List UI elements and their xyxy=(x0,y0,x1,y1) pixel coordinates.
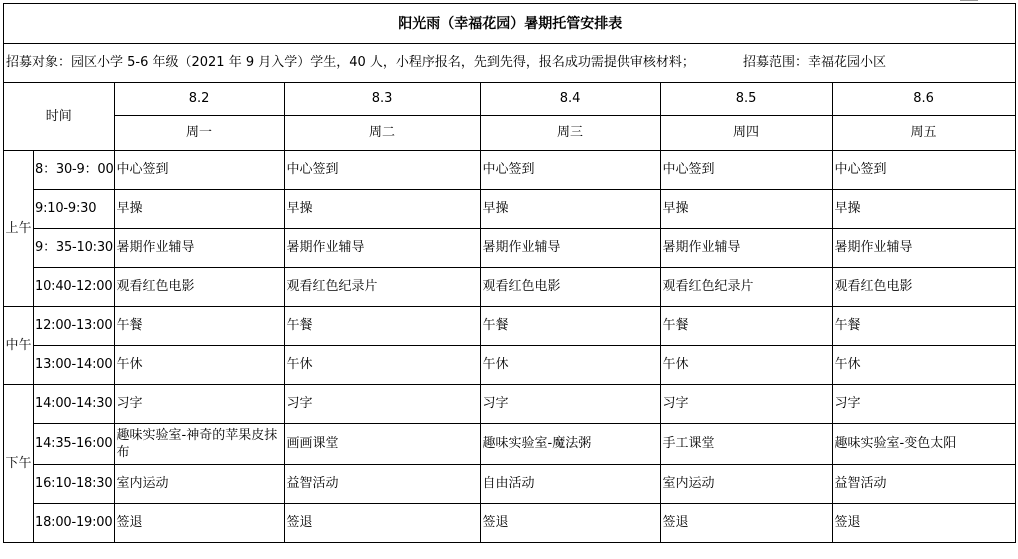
activity-cell: 观看红色电影 xyxy=(480,268,660,307)
activity-cell: 趣味实验室-魔法粥 xyxy=(480,424,660,465)
activity-cell: 习字 xyxy=(832,385,1015,424)
recruit-info xyxy=(4,44,1016,83)
activity-cell: 签退 xyxy=(832,504,1015,543)
time-cell: 8：30-9：00 xyxy=(34,151,115,190)
date-header: 8.6 xyxy=(832,83,1015,116)
table-row xyxy=(4,424,1016,465)
time-cell: 14:00-14:30 xyxy=(34,385,115,424)
date-header: 8.2 xyxy=(114,83,284,116)
time-cell: 9：35-10:30 xyxy=(34,229,115,268)
recruit-row xyxy=(4,44,1016,83)
time-cell: 12:00-13:00 xyxy=(34,307,115,346)
activity-cell: 趣味实验室-变色太阳 xyxy=(832,424,1015,465)
activity-cell: 签退 xyxy=(114,504,284,543)
table-row xyxy=(4,229,1016,268)
activity-cell: 观看红色电影 xyxy=(114,268,284,307)
activity-cell: 签退 xyxy=(480,504,660,543)
activity-cell: 签退 xyxy=(284,504,480,543)
activity-cell: 午休 xyxy=(114,346,284,385)
period-morning: 上午 xyxy=(4,151,34,307)
activity-cell: 益智活动 xyxy=(832,465,1015,504)
date-header-row xyxy=(4,83,1016,116)
activity-cell: 早操 xyxy=(284,190,480,229)
table-row xyxy=(4,307,1016,346)
activity-cell: 早操 xyxy=(114,190,284,229)
table-row xyxy=(4,465,1016,504)
activity-cell: 观看红色纪录片 xyxy=(284,268,480,307)
activity-cell: 午休 xyxy=(480,346,660,385)
activity-cell: 暑期作业辅导 xyxy=(284,229,480,268)
weekday-header-row xyxy=(4,116,1016,151)
activity-cell: 早操 xyxy=(480,190,660,229)
recruit-scope: 招募范围：幸福花园小区 xyxy=(742,55,886,70)
activity-cell: 观看红色电影 xyxy=(832,268,1015,307)
activity-cell: 中心签到 xyxy=(284,151,480,190)
activity-cell: 午休 xyxy=(660,346,832,385)
activity-cell: 中心签到 xyxy=(480,151,660,190)
activity-cell: 观看红色纪录片 xyxy=(660,268,832,307)
time-cell: 16:10-18:30 xyxy=(34,465,115,504)
activity-cell: 早操 xyxy=(660,190,832,229)
date-header: 8.4 xyxy=(480,83,660,116)
activity-cell: 早操 xyxy=(832,190,1015,229)
schedule-sheet xyxy=(3,3,1016,543)
weekday-header: 周三 xyxy=(480,116,660,151)
date-header: 8.5 xyxy=(660,83,832,116)
activity-cell: 午休 xyxy=(284,346,480,385)
date-header: 8.3 xyxy=(284,83,480,116)
activity-cell: 习字 xyxy=(114,385,284,424)
activity-cell: 习字 xyxy=(660,385,832,424)
time-cell: 9:10-9:30 xyxy=(34,190,115,229)
activity-cell: 午餐 xyxy=(114,307,284,346)
table-row xyxy=(4,346,1016,385)
activity-cell: 午休 xyxy=(832,346,1015,385)
activity-cell: 自由活动 xyxy=(480,465,660,504)
time-cell: 18:00-19:00 xyxy=(34,504,115,543)
activity-cell: 习字 xyxy=(284,385,480,424)
activity-cell: 签退 xyxy=(660,504,832,543)
schedule-table xyxy=(3,3,1016,543)
activity-cell: 午餐 xyxy=(832,307,1015,346)
activity-cell: 中心签到 xyxy=(832,151,1015,190)
activity-cell: 暑期作业辅导 xyxy=(832,229,1015,268)
activity-cell: 手工课堂 xyxy=(660,424,832,465)
weekday-header: 周一 xyxy=(114,116,284,151)
table-row xyxy=(4,151,1016,190)
recruit-target: 招募对象：园区小学 5-6 年级（2021 年 9 月入学）学生，40 人，小程序报名，先到先得，报名成功需提供审核材料； xyxy=(6,55,695,70)
activity-cell: 午餐 xyxy=(480,307,660,346)
page-title: 阳光雨（幸福花园）暑期托管安排表 xyxy=(4,4,1016,44)
table-row xyxy=(4,385,1016,424)
activity-cell: 暑期作业辅导 xyxy=(660,229,832,268)
time-header: 时间 xyxy=(4,83,115,151)
table-row xyxy=(4,190,1016,229)
activity-cell: 暑期作业辅导 xyxy=(114,229,284,268)
activity-cell: 益智活动 xyxy=(284,465,480,504)
weekday-header: 周五 xyxy=(832,116,1015,151)
activity-cell: 室内运动 xyxy=(660,465,832,504)
activity-cell: 趣味实验室-神奇的苹果皮抹布 xyxy=(114,424,284,465)
activity-cell: 习字 xyxy=(480,385,660,424)
activity-cell: 中心签到 xyxy=(114,151,284,190)
table-row xyxy=(4,504,1016,543)
activity-cell: 午餐 xyxy=(660,307,832,346)
time-cell: 13:00-14:00 xyxy=(34,346,115,385)
title-row xyxy=(4,4,1016,44)
time-cell: 14:35-16:00 xyxy=(34,424,115,465)
activity-cell: 画画课堂 xyxy=(284,424,480,465)
weekday-header: 周四 xyxy=(660,116,832,151)
weekday-header: 周二 xyxy=(284,116,480,151)
period-noon: 中午 xyxy=(4,307,34,385)
activity-cell: 暑期作业辅导 xyxy=(480,229,660,268)
period-afternoon: 下午 xyxy=(4,385,34,543)
activity-cell: 室内运动 xyxy=(114,465,284,504)
activity-cell: 中心签到 xyxy=(660,151,832,190)
table-row xyxy=(4,268,1016,307)
time-cell: 10:40-12:00 xyxy=(34,268,115,307)
activity-cell: 午餐 xyxy=(284,307,480,346)
